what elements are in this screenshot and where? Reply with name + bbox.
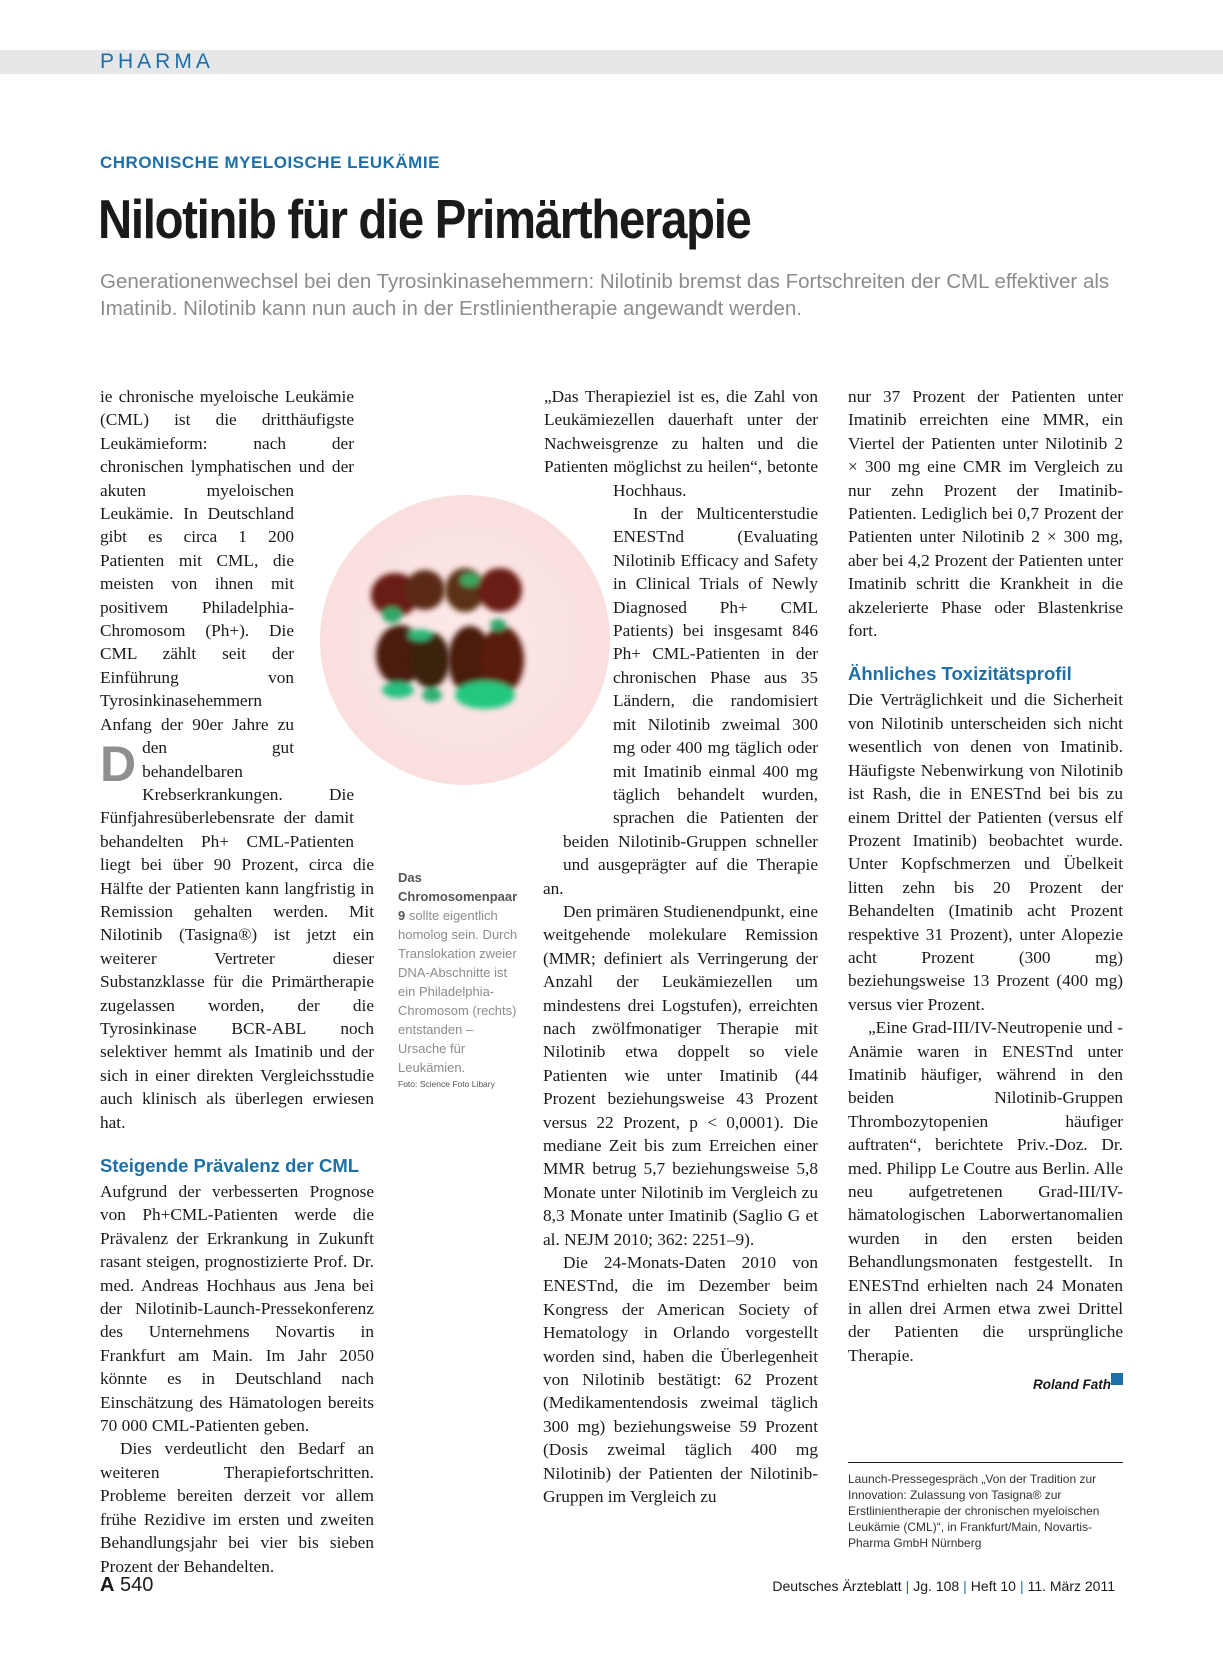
page-number-value: 540 — [120, 1574, 154, 1596]
article-column-2 — [543, 385, 818, 1509]
journal-date: 11. März 2011 — [1027, 1578, 1115, 1594]
paragraph: In der Multicenterstudie ENESTnd (Evaluating Nilotinib Efficacy and Safety in Clinical Trials of Newly Diagnosed Ph+ CML Patients) bei insgesamt 846 Ph+ CML-Patienten in der chronischen Phase aus 35 Ländern, die randomisiert mit Nilotinib zweimal 300 mg oder 400 mg täglich oder mit Imatinib einmal 400 mg täglich behandelt wurden, sprachen die Patienten der beiden Nilotinib-Gruppen schneller und ausgeprägter auf die Therapie an. — [543, 504, 818, 898]
figure-caption — [398, 868, 523, 1090]
source-note: Launch-Pressegespräch „Von der Tradition zur Innovation: Zulassung von Tasigna® zur Erstlinientherapie der chronischen myeloischen Leukämie (CML)“, in Frankfurt/Main, Novartis-Pharma GmbH Nürnberg — [848, 1462, 1123, 1551]
author: Roland Fath — [1033, 1377, 1111, 1393]
paragraph: Die 24-Monats-Daten 2010 von ENESTnd, die im Dezember beim Kongress der American Society of Hematology in Orlando vorgestellt worden sind, haben die Überlegenheit von Nilotinib bestätigt: 62 Prozent (Medikamentendosis zweimal täglich 300 mg) beziehungsweise 59 Prozent (Dosis zweimal täglich 400 mg Nilotinib) der Patienten der Nilotinib-Gruppen im Vergleich zu — [543, 1253, 818, 1507]
article-kicker: CHRONISCHE MYELOISCHE LEUKÄMIE — [100, 153, 440, 172]
article-column-3 — [848, 385, 1123, 1397]
subheading: Steigende Prävalenz der CML — [100, 1155, 360, 1176]
subheading: Ähnliches Toxizitätsprofil — [848, 663, 1072, 685]
journal-name: Deutsches Ärzteblatt — [772, 1578, 902, 1594]
article-column-1 — [100, 385, 374, 1578]
paragraph: nur 37 Prozent der Patienten unter Imatinib erreichten eine MMR, ein Viertel der Patienten unter Nilotinib 2 × 300 mg eine CMR im Vergleich zu nur zehn Prozent der Imatinib-Patienten. Lediglich bei 0,7 Prozent der Patienten unter Nilotinib 2 × 300 mg, aber bei 4,2 Prozent der Patienten unter Imatinib schritt die Krankheit in die akzelerierte Phase oder Blastenkrise fort. — [848, 387, 1123, 641]
caption-title: Das Chromosomenpaar 9 — [398, 870, 518, 923]
paragraph: Aufgrund der verbesserten Prognose von Ph+CML-Patienten werde die Prävalenz der Erkrankung in Zukunft rasant steigen, prognostizierte Prof. Dr. med. Andreas Hochhaus aus Jena bei der Nilotinib-Launch-Pressekonferenz des Unternehmens Novartis in Frankfurt am Main. Im Jahr 2050 könnte es in Deutschland nach Einschätzung des Hämatologen bereits 70 000 CML-Patienten geben. — [100, 1182, 374, 1436]
figure-wrap-spacer — [543, 480, 613, 810]
journal-issue: Heft 10 — [970, 1578, 1016, 1594]
journal-footer: Deutsches Ärzteblatt | Jg. 108 | Heft 10 | 11. März 2011 — [772, 1578, 1115, 1594]
spacer — [354, 385, 374, 480]
figure-wrap-spacer — [354, 740, 374, 840]
end-of-article-mark — [1111, 1373, 1123, 1385]
paragraph: „Das Therapieziel ist es, die Zahl von Leukämiezellen dauerhaft unter der Nachweisgrenze zu halten und die Patienten möglichst zu heilen“, betonte Hochhaus. — [544, 387, 818, 500]
section-label: PHARMA — [100, 50, 214, 73]
paragraph: ie chronische myeloische Leukämie (CML) ist die dritthäufigste Leukämieform: nach der chronischen lymphatischen und der akuten myeloischen Leukämie. In Deutschland gibt es circa 1 200 Patienten mit CML, die meisten von ihnen mit positivem Philadelphia-Chromosom (Ph+). Die CML zählt seit der Einführung von Tyrosinkinasehemmern Anfang der 90er Jahre zu den gut behandelbaren Krebserkrankungen. Die Fünfjahresüberlebensrate der damit behandelten Ph+ CML-Patienten liegt bei über 90 Prozent, circa die Hälfte der Patienten kann langfristig in Remission gehalten werden. Mit Nilotinib (Tasigna®) ist jetzt ein weiterer Vertreter dieser Substanzklasse für die Primärtherapie zugelassen worden, der die Tyrosinkinase BCR-ABL noch selektiver hemmt als Imatinib und der sich in einer direkten Vergleichsstudie auch klinisch als überlegen erwiesen hat. — [100, 387, 374, 1132]
paragraph: Dies verdeutlicht den Bedarf an weiteren Therapiefortschritten. Probleme bereiten derzeit vor allem frühe Rezidive im ersten und zweiten Behandlungsjahr bei vier bis sieben Prozent der Behandelten. — [100, 1439, 374, 1576]
page-number — [100, 1574, 153, 1597]
chromosome-left — [371, 570, 450, 702]
chromosome-right — [445, 568, 524, 709]
article-title: Nilotinib für die Primärtherapie — [98, 188, 751, 250]
caption-text: sollte eigentlich homolog sein. Durch Translokation zweier DNA-Abschnitte ist ein Philadelphia-Chromosom (rechts) entstanden – Ursache für Leukämien. — [398, 908, 518, 1075]
journal-volume: Jg. 108 — [913, 1578, 960, 1594]
figure-wrap-spacer — [543, 810, 563, 860]
drop-cap: D — [100, 736, 137, 792]
paragraph: Die Verträglichkeit und die Sicherheit von Nilotinib unterscheiden sich nicht wesentlich von denen von Imatinib. Häufigste Nebenwirkung von Nilotinib ist Rash, die in ENESTnd bei bis zu einem Drittel der Patienten (versus elf Prozent Imatinib) beobachtet wurde. Unter Kopfschmerzen und Übelkeit litten zehn bis 20 Prozent der Behandelten (Imatinib acht Prozent respektive 31 Prozent), unter Alopezie acht Prozent (300 mg) beziehungsweise 13 Prozent (400 mg) versus vier Prozent. — [848, 690, 1123, 1014]
article-subtitle: Generationenwechsel bei den Tyrosinkinasehemmern: Nilotinib bremst das Fortschreiten der CML effektiver als Imatinib. Nilotinib kann nun auch in der Erstlinientherapie angewandt werden. — [100, 270, 1110, 320]
paragraph: Den primären Studienendpunkt, eine weitgehende molekulare Remission (MMR; definiert als Verringerung der Anzahl der Leukämiezellen um mindestens drei Logstufen), erreichten nach zwölfmonatiger Therapie mit Nilotinib etwa doppelt so viele Patienten wie unter Imatinib (44 Prozent beziehungsweise 43 Prozent versus 22 Prozent, p < 0,0001). Die mediane Zeit bis zum Erreichen einer MMR betrug 5,7 beziehungsweise 5,8 Monate unter Nilotinib im Vergleich zu 8,3 Monate unter Imatinib (Saglio G et al. NEJM 2010; 362: 2251–9). — [543, 901, 818, 1249]
figure-wrap-spacer — [294, 480, 374, 740]
page-prefix: A — [100, 1574, 115, 1596]
paragraph: „Eine Grad-III/IV-Neutropenie und -Anämie waren in ENESTnd unter Imatinib häufiger, während in den beiden Nilotinib-Gruppen Thrombozytopenien häufiger auftraten“, berichtete Priv.-Doz. Dr. med. Philipp Le Coutre aus Berlin. Alle neu aufgetretenen Grad-III/IV-hämatologischen Laborwertanomalien wurden in den ersten beiden Behandlungsmonaten festgestellt. In ENESTnd erhielten nach 24 Monaten in allen drei Armen etwa zwei Drittel der Patienten die ursprüngliche Therapie. — [848, 1018, 1123, 1365]
photo-credit: Foto: Science Foto Libary — [398, 1079, 495, 1089]
